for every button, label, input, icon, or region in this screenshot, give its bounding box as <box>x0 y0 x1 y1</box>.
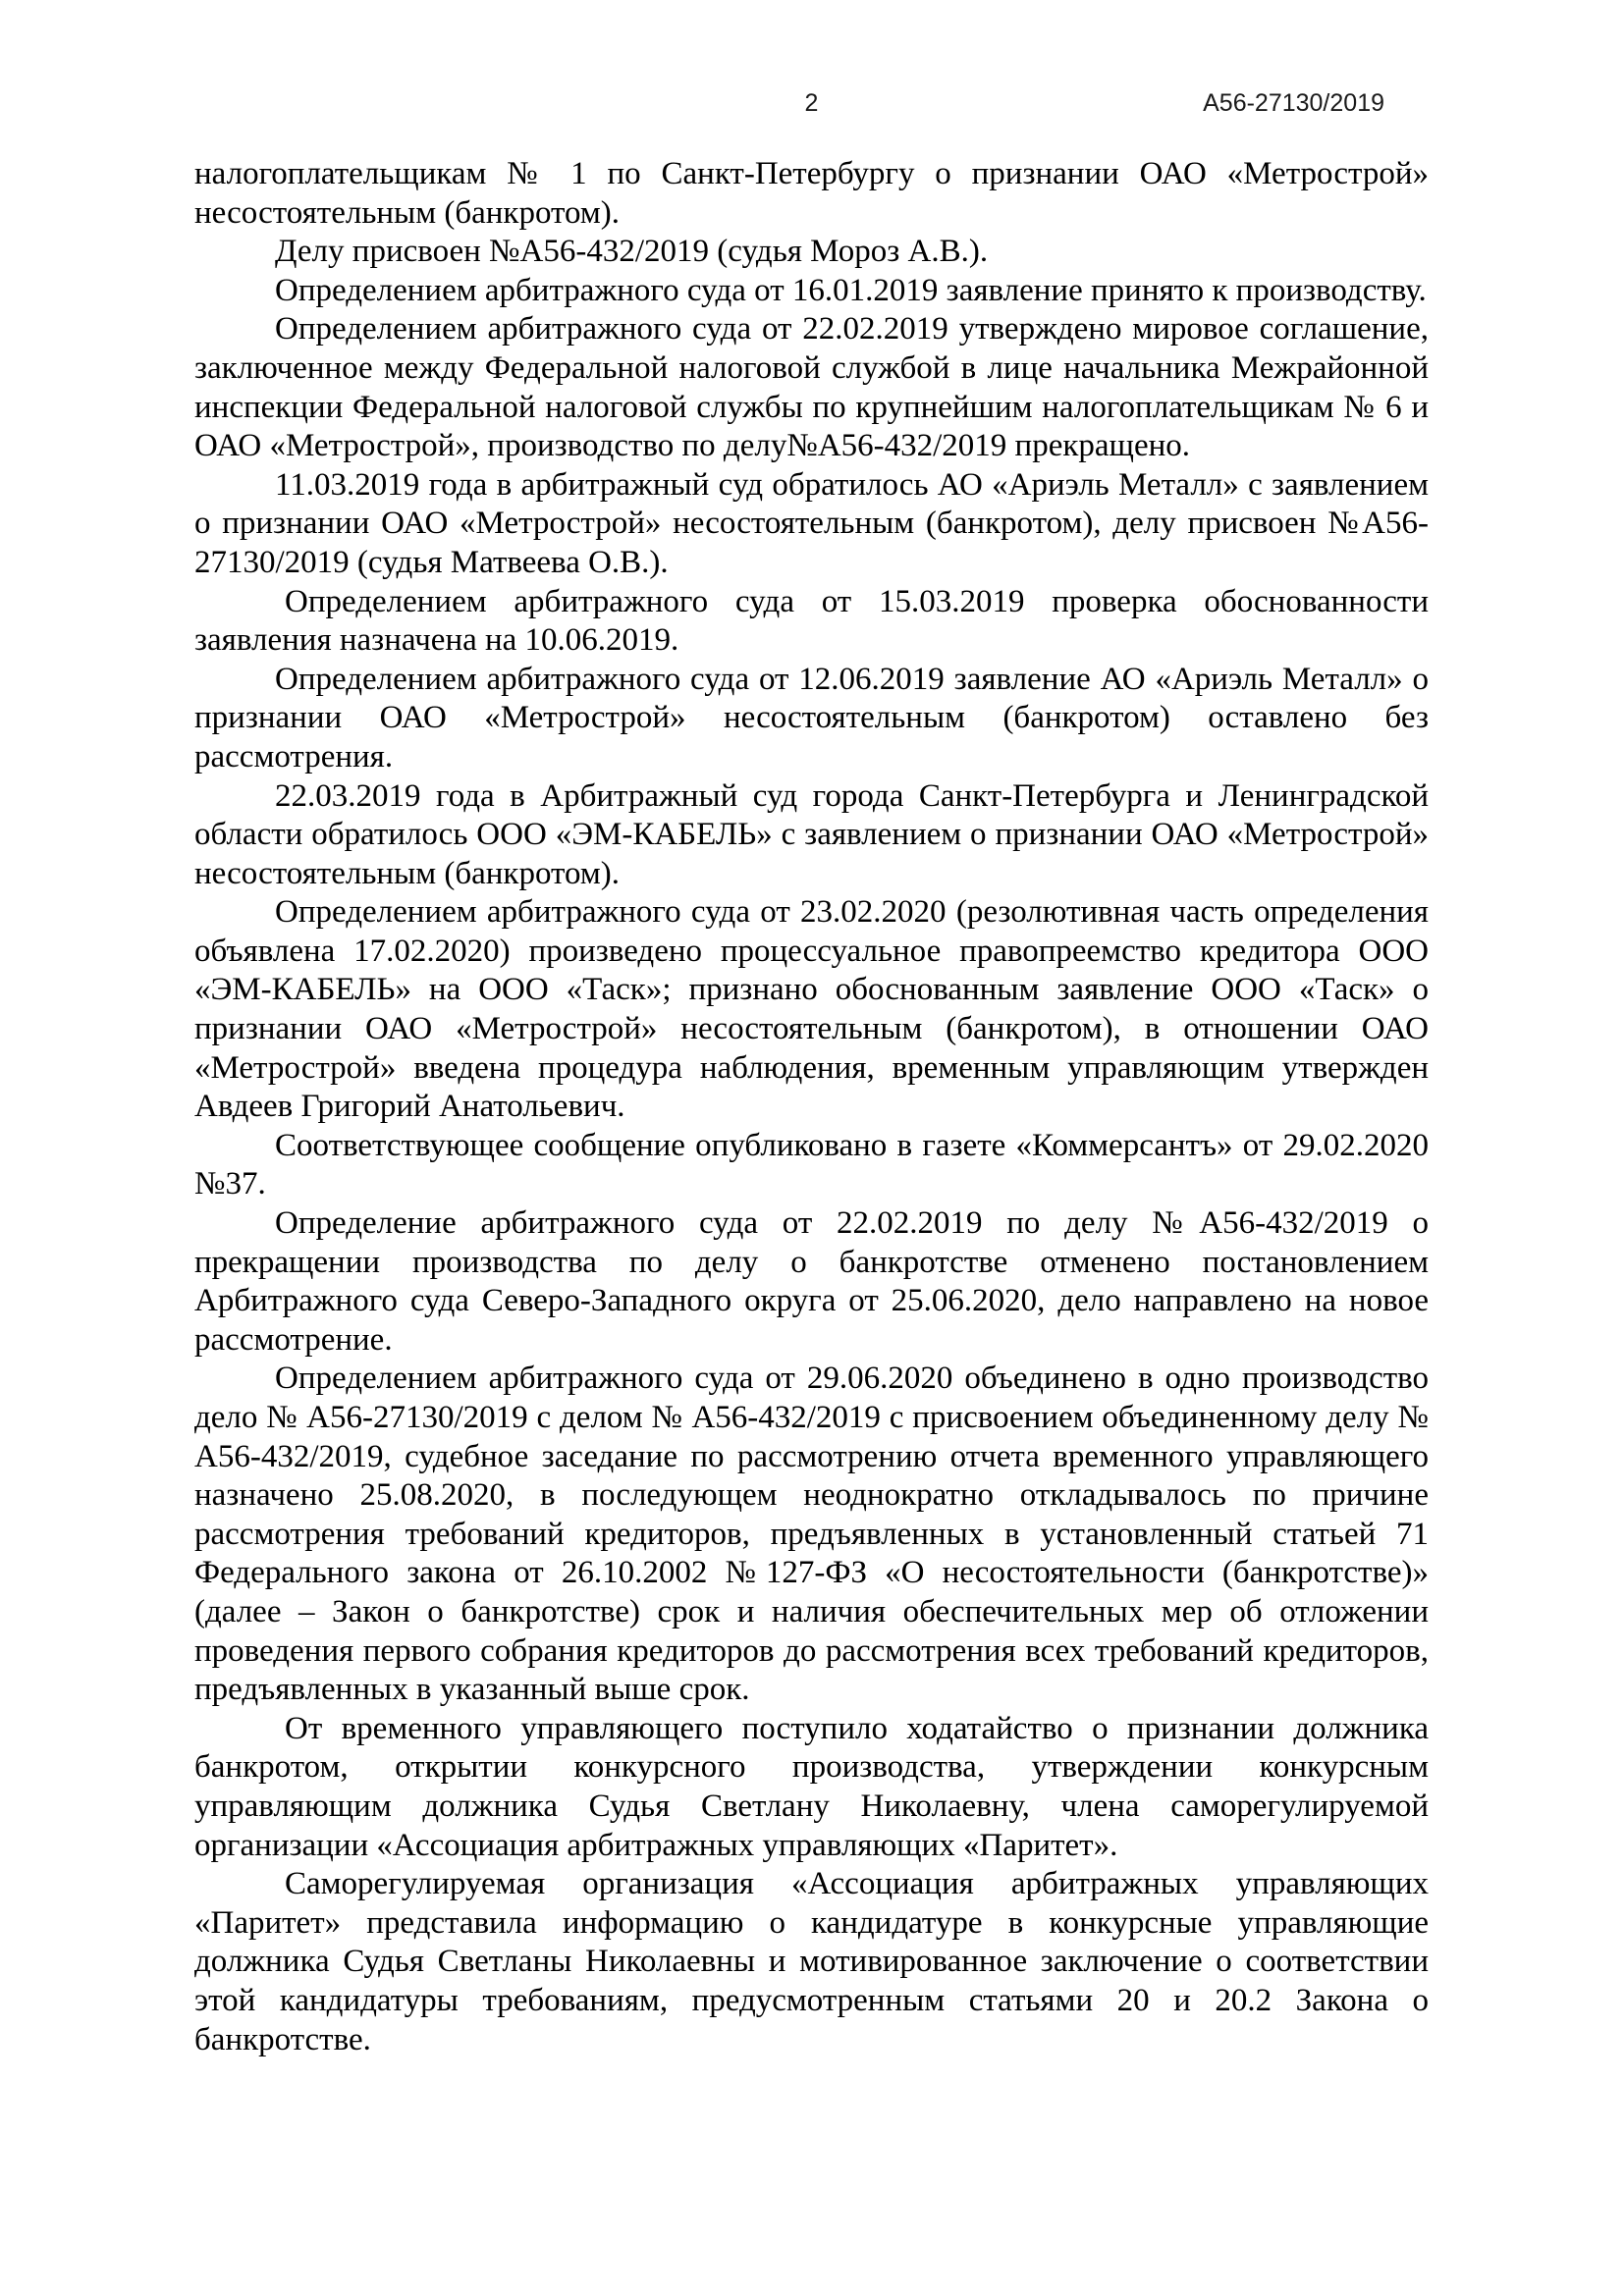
paragraph: Саморегулируемая организация «Ассоциация арбитражных управляющих «Паритет» представила информацию о кандидатуре в конкурсные управляющие должника Судья Светланы Николаевны и мотивированное заключение о соответствии этой кандидатуры требованиям, предусмотренным статьями 20 и 20.2 Закона о банкротстве. <box>194 1866 1429 2057</box>
paragraph: Определением арбитражного суда от 23.02.2020 (резолютивная часть определения объявлена 17.02.2020) произведено процессуальное правопреемство кредитора ООО «ЭМ-КАБЕЛЬ» на ООО «Таск»; признано обоснованным заявление ООО «Таск» о признании ОАО «Метрострой» несостоятельным (банкротом), в отношении ОАО «Метрострой» введена процедура наблюдения, временным управляющим утвержден Авдеев Григорий Анатольевич. <box>194 894 1429 1125</box>
case-number: А56-27130/2019 <box>1203 89 1384 117</box>
paragraph: 11.03.2019 года в арбитражный суд обратилось АО «Ариэль Металл» с заявлением о признании ОАО «Метрострой» несостоятельным (банкротом), делу присвоен №А56-27130/2019 (судья Матвеева О.В.). <box>194 466 1429 580</box>
paragraph: Определением арбитражного суда от 22.02.2019 утверждено мировое соглашение, заключенное между Федеральной налоговой службой в лице начальника Межрайонной инспекции Федеральной налоговой службы по крупнейшим налогоплательщикам № 6 и ОАО «Метрострой», производство по делу№А56-432/2019 прекращено. <box>194 311 1429 464</box>
paragraph: Определение арбитражного суда от 22.02.2019 по делу №А56-432/2019 о прекращении производства по делу о банкротстве отменено постановлением Арбитражного суда Северо-Западного округа от 25.06.2020, дело направлено на новое рассмотрение. <box>194 1205 1429 1358</box>
page-number: 2 <box>804 89 819 117</box>
paragraph: Определением арбитражного суда от 16.01.2019 заявление принято к производству. <box>275 272 1427 308</box>
paragraph: Делу присвоен №А56-432/2019 (судья Мороз А.В.). <box>275 234 989 270</box>
page-header <box>194 88 1429 118</box>
paragraph: налогоплательщикам № 1 по Санкт-Петербургу о признании ОАО «Метрострой» несостоятельным (банкротом). <box>194 156 1429 231</box>
paragraph: Определением арбитражного суда от 15.03.2019 проверка обоснованности заявления назначена на 10.06.2019. <box>194 583 1429 659</box>
paragraph: От временного управляющего поступило ходатайство о признании должника банкротом, открытии конкурсного производства, утверждении конкурсным управляющим должника Судья Светлану Николаевну, члена саморегулируемой организации «Ассоциация арбитражных управляющих «Паритет». <box>194 1710 1429 1863</box>
paragraph: Определением арбитражного суда от 29.06.2020 объединено в одно производство дело № А56-27130/2019 с делом № А56-432/2019 с присвоением объединенному делу № А56-432/2019, судебное заседание по рассмотрению отчета временного управляющего назначено 25.08.2020, в последующем неоднократно откладывалось по причине рассмотрения требований кредиторов, предъявленных в установленный статьей 71 Федерального закона от 26.10.2002 №127-ФЗ «О несостоятельности (банкротстве)» (далее – Закон о банкротстве) срок и наличия обеспечительных мер об отложении проведения первого собрания кредиторов до рассмотрения всех требований кредиторов, предъявленных в указанный выше срок. <box>194 1361 1429 1708</box>
paragraph: Соответствующее сообщение опубликовано в газете «Коммерсантъ» от 29.02.2020 №37. <box>194 1127 1429 1202</box>
paragraph: Определением арбитражного суда от 12.06.2019 заявление АО «Ариэль Металл» о признании ОАО «Метрострой» несостоятельным (банкротом) оставлено без рассмотрения. <box>194 661 1429 774</box>
document-body <box>194 155 1429 2059</box>
paragraph: 22.03.2019 года в Арбитражный суд города Санкт-Петербурга и Ленинградской области обратилось ООО «ЭМ-КАБЕЛЬ» с заявлением о признании ОАО «Метрострой» несостоятельным (банкротом). <box>194 777 1429 891</box>
